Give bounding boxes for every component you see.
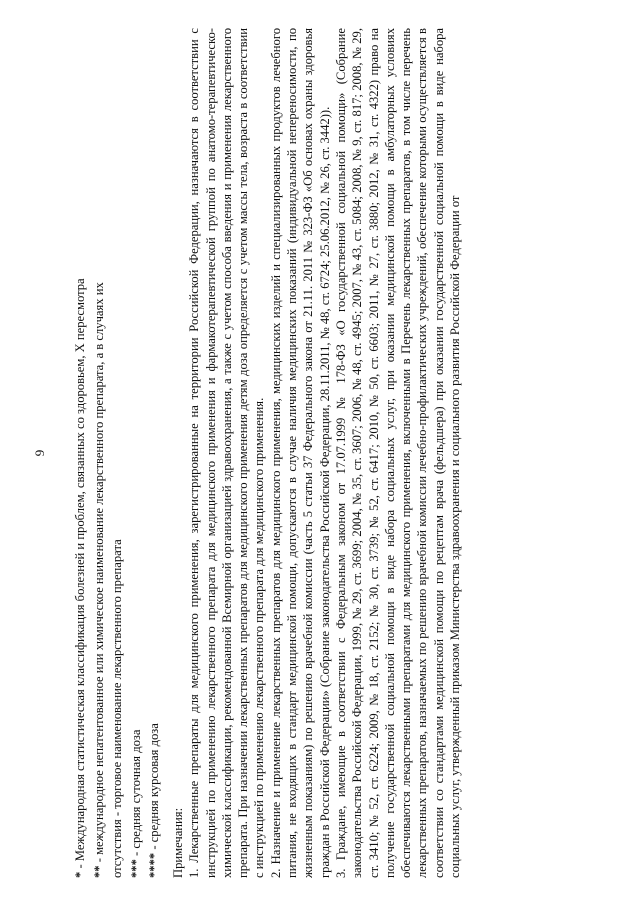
footnote-mark: **** bbox=[147, 852, 161, 878]
note-item: 2. Назначение и применение лекарственных препаратов для медицинского применения, медицинских изделий и специализированных продуктов лечебного питания, не входящих в стандарт медицинской помощи, допускаются в случае наличия медицинских показаний (индивидуальной непереносимости, по жизненным показаниям) по решению врачебной комиссии (часть 5 статьи 37 Федерального закона от 21.11. 2011 № 323-ФЗ «Об основах охраны здоровья граждан в Российской Федерации» (Собрание законодательства Российской Федерации, 28.11.2011, № 48, ст. 6724; 25.06.2012, № 26, ст. 3442)). bbox=[268, 28, 332, 878]
footnote-text: - международное непатентованное или химическое наименование лекарственного препарата, а в случаях их bbox=[91, 282, 106, 866]
footnote-mark: ** bbox=[91, 865, 106, 878]
note-item: 3. Граждане, имеющие в соответствии с Федеральным законом от 17.07.1999 № 178-ФЗ «О государственной социальной помощи» (Собрание законодательства Российской Федерации, 1999, № 29, ст. 3699; 2004, № 35, ст. 3607; 2006, № 48, ст. 4945; 2007, № 43, ст. 5084; 2008, № 9, ст. 817; 2008, № 29, ст. 3410; № 52, ст. 6224; 2009, № 18, ст. 2152; № 30, ст. 3739; № 52, ст. 6417; 2010, № 50, ст. 6603; 2011, № 27, ст. 3880; 2012, № 31, ст. 4322) право на получение государственной социальной помощи в виде набора социальных услуг, при оказании медицинской помощи в амбулаторных условиях обеспечиваются лекарственными препаратами для медицинского применения, включенными в Перечень лекарственных препаратов, в том числе перечень лекарственных препаратов, назначаемых по решению врачебной комиссии лечебно-профилактических учреждений, обеспечение которыми осуществляется в соответствии со стандартами медицинской помощи по рецептам врача (фельдшера) при оказании государственной социальной помощи в виде набора социальных услуг, утвержденный приказом Министерства здравоохранения и социального развития Российской Федерации от bbox=[333, 28, 463, 878]
footnote-mark: * bbox=[73, 871, 87, 878]
footnote-line bbox=[109, 28, 125, 878]
page-number: 9 bbox=[32, 449, 47, 457]
footnote-line bbox=[91, 28, 107, 878]
notes-title: Примечания: bbox=[171, 807, 185, 878]
rotated-content bbox=[32, 28, 605, 878]
footnote-line bbox=[128, 28, 144, 878]
footnote-text: отсутствия - торговое наименование лекарственного препарата bbox=[110, 539, 124, 878]
footnote-text: - средняя курсовая доза bbox=[147, 723, 161, 853]
notes-section bbox=[170, 28, 463, 878]
note-item: 1. Лекарственные препараты для медицинского применения, зарегистрированные на территории Российской Федерации, назначаются в соответствии с инструкцией по применению лекарственного препарата для медицинского применения и фармакотерапевтической группой по анатомо-терапевтическо-химической классификации, рекомендованной Всемирной организацией здравоохранения, а также с учетом способа введения и применения лекарственного препарата. При назначении лекарственных препаратов для медицинского применения детям доза определяется с учетом массы тела, возраста в соответствии с инструкцией по применению лекарственного препарата для медицинского применения. bbox=[187, 28, 267, 878]
footnote-mark: *** bbox=[128, 859, 143, 878]
footnote-line bbox=[72, 28, 88, 878]
footnote-text: - Международная статистическая классификация болезней и проблем, связанных со здоровьем, X пересмотра bbox=[73, 278, 87, 872]
footnote-line bbox=[146, 28, 162, 878]
footnote-text: - средняя суточная доза bbox=[128, 729, 143, 860]
